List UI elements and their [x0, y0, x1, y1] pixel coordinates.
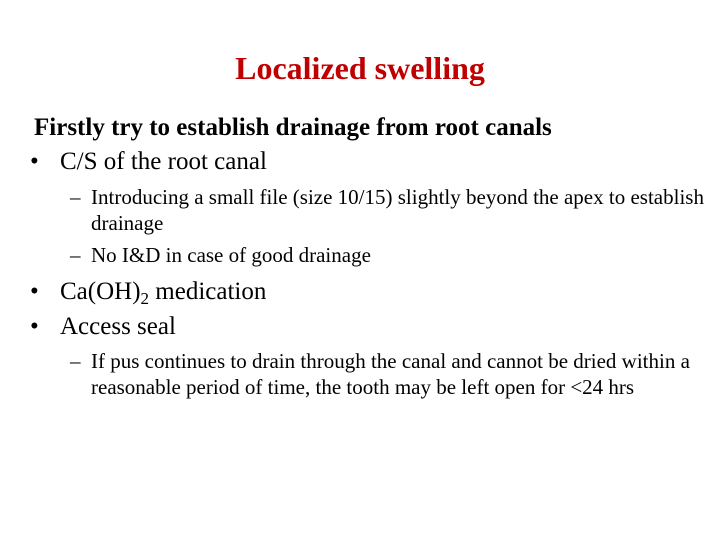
bullet-subscript: 2	[140, 289, 150, 308]
bullet-icon: •	[30, 278, 39, 305]
sub-bullet-introducing-file	[70, 184, 710, 236]
slide-heading: Firstly try to establish drainage from root canals	[34, 114, 552, 141]
dash-icon: –	[70, 185, 81, 209]
sub-bullet-text: Introducing a small file (size 10/15) slightly beyond the apex to establish drainage	[91, 185, 704, 235]
bullet-item-caoh2-medication	[30, 276, 266, 308]
bullet-text: C/S of the root canal	[60, 148, 267, 175]
bullet-item-cs-root-canal	[30, 146, 267, 178]
sub-bullet-text: If pus continues to drain through the canal and cannot be dried within a reasonable period of time, the tooth may be left open for <24 hrs	[91, 349, 690, 399]
dash-icon: –	[70, 349, 81, 373]
bullet-item-access-seal	[30, 311, 176, 343]
bullet-text-before: Ca(OH)	[60, 278, 141, 305]
bullet-text: Access seal	[60, 313, 176, 340]
sub-bullet-no-id	[70, 242, 710, 268]
bullet-icon: •	[30, 313, 39, 340]
dash-icon: –	[70, 243, 81, 267]
sub-bullet-pus-drain	[70, 348, 710, 400]
slide-title: Localized swelling	[235, 50, 485, 86]
sub-bullet-text: No I&D in case of good drainage	[91, 243, 371, 267]
bullet-icon: •	[30, 148, 39, 175]
bullet-text-after: medication	[149, 278, 267, 305]
